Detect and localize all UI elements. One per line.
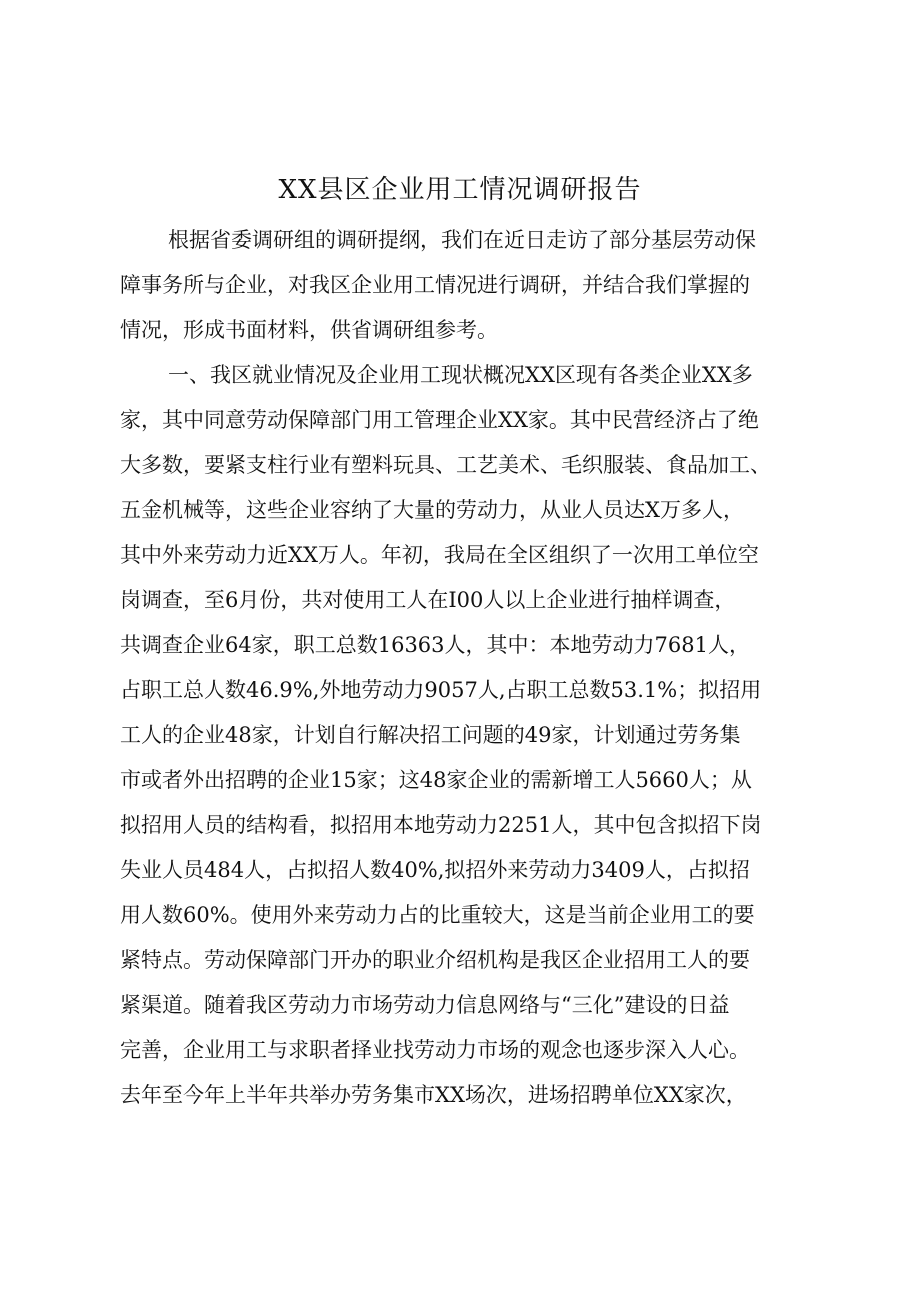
text-line: 紧渠道。随着我区劳动力市场劳动力信息网络与“三化”建设的日益 xyxy=(120,993,730,1017)
text-line: 共调查企业64家，职工总数16363人，其中：本地劳动力7681人， xyxy=(120,633,750,657)
text-line: 五金机械等，这些企业容纳了大量的劳动力，从业人员达X万多人， xyxy=(120,498,744,522)
text-line: 用人数60%。使用外来劳动力占的比重较大，这是当前企业用工的要 xyxy=(120,903,755,927)
text-line: 占职工总人数46.9%,外地劳动力9057人,占职工总数53.1%；拟招用 xyxy=(120,678,762,702)
document-title: XX县区企业用工情况调研报告 xyxy=(278,175,642,205)
text-line: 失业人员484人，占拟招人数40%,拟招外来劳动力3409人，占拟招 xyxy=(120,858,750,882)
text-line: 紧特点。劳动保障部门开办的职业介绍机构是我区企业招用工人的要 xyxy=(120,948,750,972)
text-line: 其中外来劳动力近XX万人。年初，我局在全区组织了一次用工单位空 xyxy=(120,543,759,567)
text-line: 一、我区就业情况及企业用工现状概况XX区现有各类企业XX多 xyxy=(168,363,753,387)
text-line: 工人的企业48家，计划自行解决招工问题的49家，计划通过劳务集 xyxy=(120,723,741,747)
text-line: 市或者外出招聘的企业15家；这48家企业的需新增工人5660人；从 xyxy=(120,768,752,792)
text-line: 家，其中同意劳动保障部门用工管理企业XX家。其中民营经济占了绝 xyxy=(120,408,759,432)
text-line: 情况，形成书面材料，供省调研组参考。 xyxy=(120,318,498,342)
text-line: 完善，企业用工与求职者择业找劳动力市场的观念也逐步深入人心。 xyxy=(120,1038,750,1062)
text-line: 根据省委调研组的调研提纲，我们在近日走访了部分基层劳动保 xyxy=(168,228,756,252)
text-line: 去年至今年上半年共举办劳务集市XX场次，进场招聘单位XX家次， xyxy=(120,1083,747,1107)
text-line: 岗调查，至6月份，共对使用工人在I00人以上企业进行抽样调查， xyxy=(120,588,736,612)
document-body xyxy=(120,218,820,1118)
text-line: 拟招用人员的结构看，拟招用本地劳动力2251人，其中包含拟招下岗 xyxy=(120,813,762,837)
text-line: 大多数，要紧支柱行业有塑料玩具、工艺美术、毛织服装、食品加工、 xyxy=(120,453,771,477)
text-line: 障事务所与企业，对我区企业用工情况进行调研，并结合我们掌握的 xyxy=(120,273,750,297)
